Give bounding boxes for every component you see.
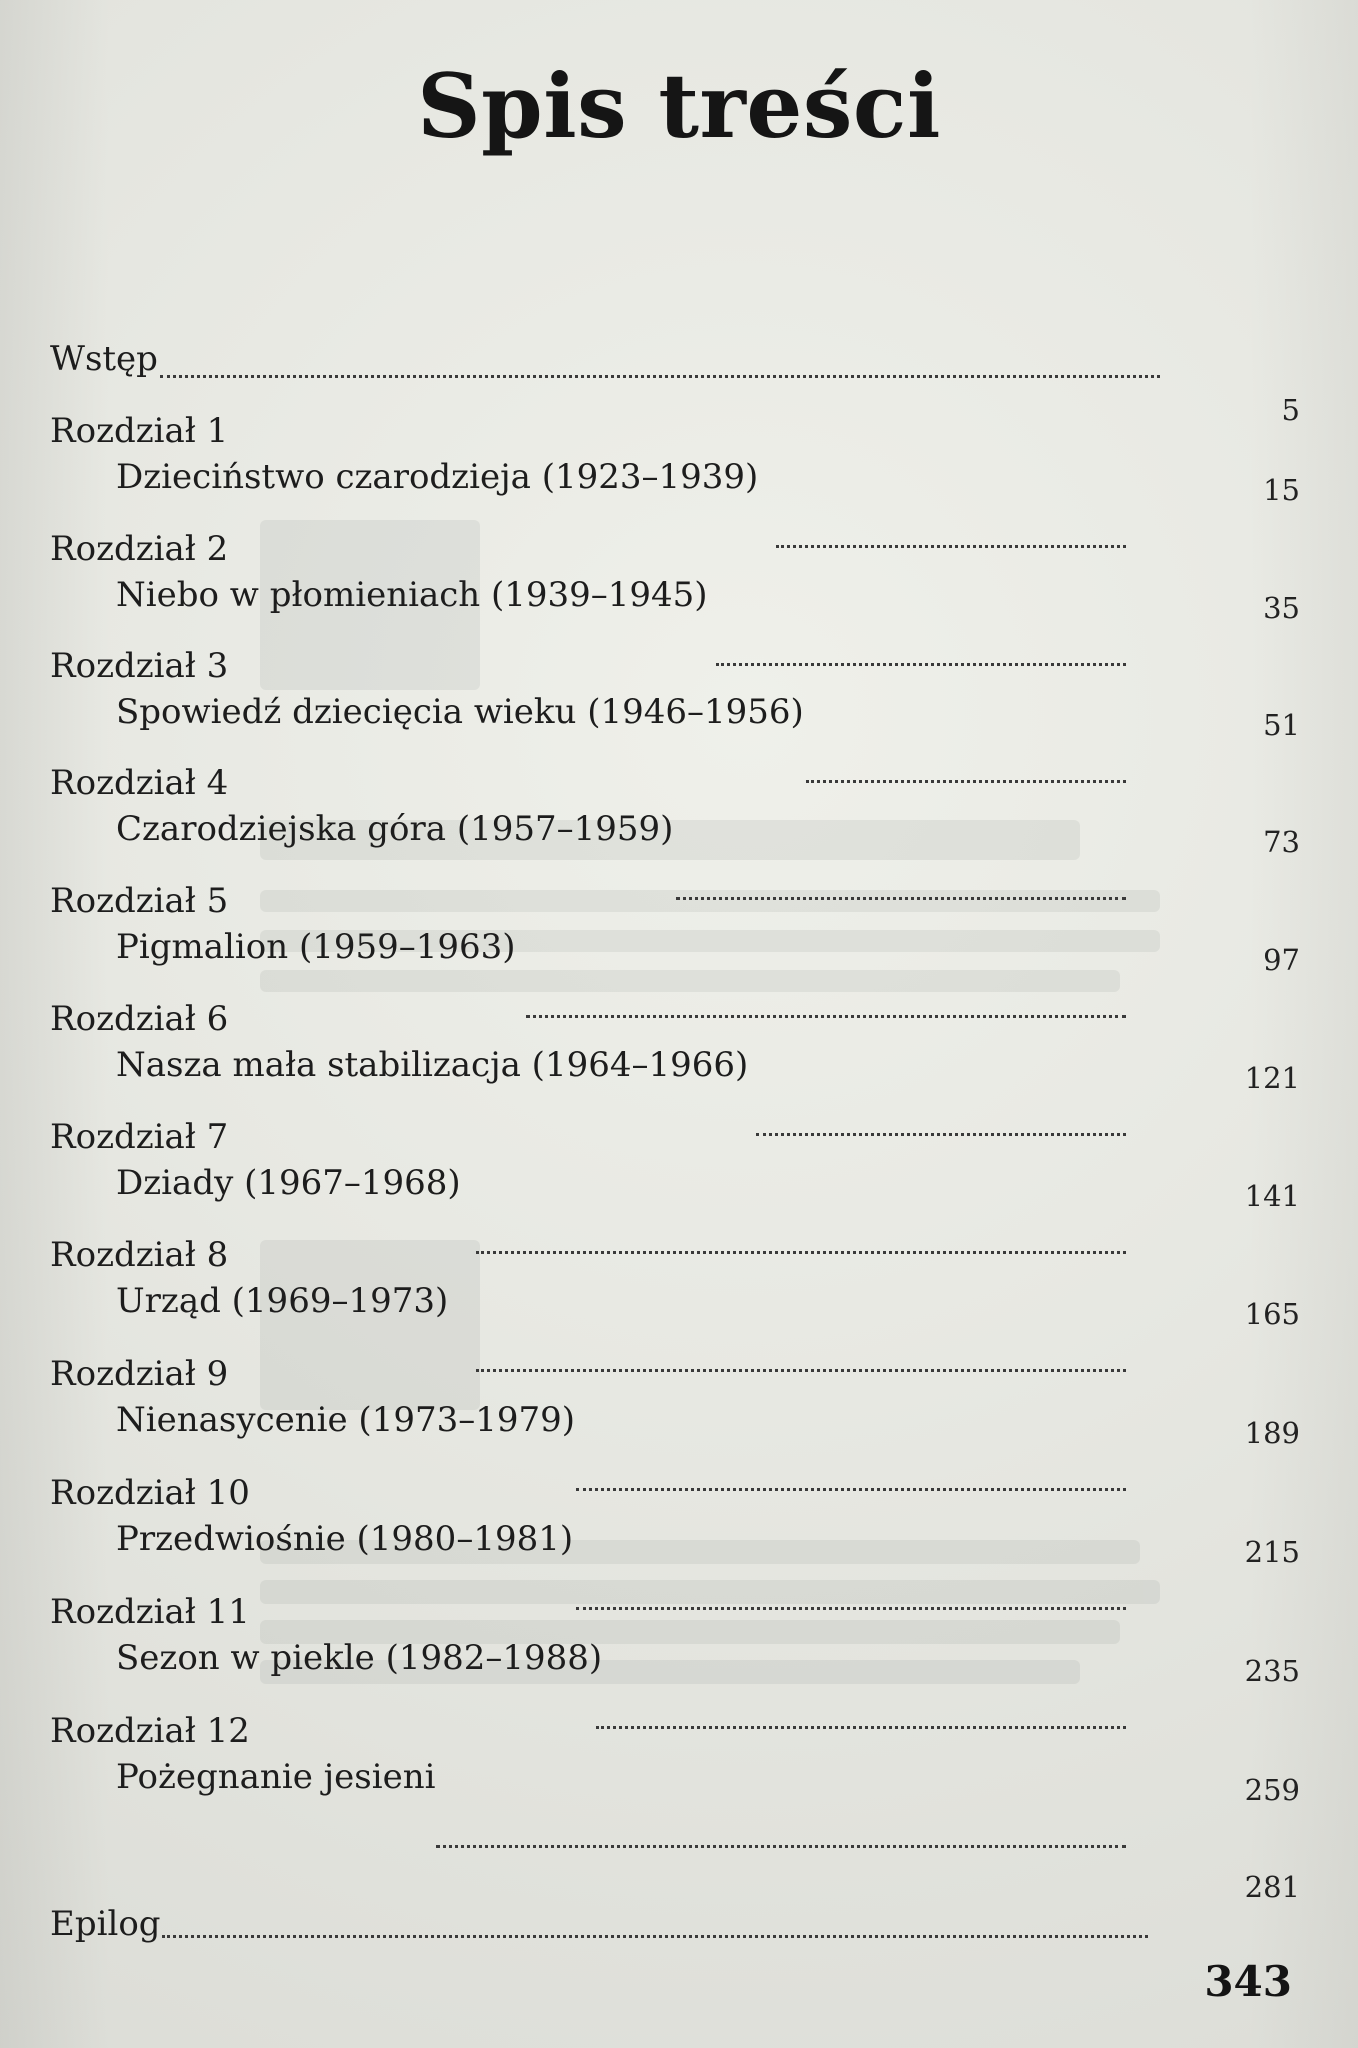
toc-entry-subtitle: Sezon w piekle (1982–1988) (116, 1638, 603, 1678)
toc-entry-epilog (50, 1870, 1300, 1977)
page-number: 343 (1204, 1957, 1292, 2006)
toc-subtitle-row (116, 457, 1156, 502)
toc-entry-subtitle: Urząd (1969–1973) (116, 1281, 449, 1321)
toc-subtitle-row (116, 1400, 1156, 1445)
dot-leader (160, 375, 1160, 378)
toc-entry-chapter-6 (50, 999, 1300, 1095)
toc-entry-label: Rozdział 4 (50, 763, 229, 803)
toc-page-number: 121 (1244, 1061, 1300, 1095)
toc-page-number: 51 (1263, 708, 1300, 742)
toc-entry-subtitle: Spowiedź dziecięcia wieku (1946–1956) (116, 692, 804, 732)
toc-entry-chapter-8 (50, 1235, 1300, 1331)
toc-entry-subtitle: Przedwiośnie (1980–1981) (116, 1519, 574, 1559)
toc-entry-chapter-12 (50, 1711, 1300, 1807)
toc-entry-subtitle: Pożegnanie jesieni (116, 1757, 436, 1797)
toc-subtitle-row (116, 1757, 1156, 1802)
toc-entry-label: Rozdział 1 (50, 411, 229, 451)
page-title: Spis treści (417, 54, 941, 158)
toc-entry-subtitle: Czarodziejska góra (1957–1959) (116, 809, 674, 849)
toc-subtitle-row (116, 1163, 1156, 1208)
toc-entry-label: Rozdział 6 (50, 999, 229, 1039)
toc-entry-label: Rozdział 11 (50, 1592, 250, 1632)
toc-subtitle-row (116, 809, 1156, 854)
toc-entry-label: Rozdział 5 (50, 881, 229, 921)
toc-entry-label: Epilog (50, 1904, 161, 1944)
toc-entry-chapter-3 (50, 646, 1300, 742)
toc-entry-subtitle: Pigmalion (1959–1963) (116, 927, 516, 967)
toc-entry-label: Rozdział 2 (50, 529, 229, 569)
dot-leader (436, 1845, 1126, 1848)
toc-entry-chapter-1 (50, 411, 1300, 507)
toc-page-number: 215 (1244, 1535, 1300, 1569)
toc-entry-chapter-10 (50, 1473, 1300, 1569)
toc-page-number: 35 (1263, 591, 1300, 625)
toc-page-number: 189 (1244, 1416, 1300, 1450)
toc-entry-label: Wstęp (50, 339, 158, 379)
toc-subtitle-row (116, 1045, 1156, 1090)
toc-entry-subtitle: Dziady (1967–1968) (116, 1163, 461, 1203)
dot-leader (162, 1935, 1148, 1938)
toc-page-number: 259 (1244, 1773, 1300, 1807)
toc-page-number: 15 (1263, 473, 1300, 507)
toc-subtitle-row (116, 575, 1156, 620)
toc-subtitle-row (116, 692, 1156, 737)
toc-page-number: 235 (1244, 1654, 1300, 1688)
toc-page-number: 141 (1244, 1179, 1300, 1213)
toc-entry-subtitle: Nienasycenie (1973–1979) (116, 1400, 576, 1440)
toc-entry-label: Rozdział 8 (50, 1235, 229, 1275)
toc-entry-label: Rozdział 9 (50, 1354, 229, 1394)
toc-entry-chapter-9 (50, 1354, 1300, 1450)
toc-entry-chapter-11 (50, 1592, 1300, 1688)
toc-entry-chapter-4 (50, 763, 1300, 859)
toc-subtitle-row (116, 927, 1156, 972)
toc-page-number: 165 (1244, 1297, 1300, 1331)
toc-subtitle-row (116, 1519, 1156, 1564)
toc-entry-subtitle: Dzieciństwo czarodzieja (1923–1939) (116, 457, 759, 497)
toc-page-number: 97 (1263, 943, 1300, 977)
toc-entry-label: Rozdział 7 (50, 1117, 229, 1157)
toc-subtitle-row (116, 1281, 1156, 1326)
toc-entry-label: Rozdział 10 (50, 1473, 250, 1513)
toc-entry-chapter-7 (50, 1117, 1300, 1213)
toc-page-number: 73 (1263, 825, 1300, 859)
toc-entry-subtitle: Nasza mała stabilizacja (1964–1966) (116, 1045, 749, 1085)
toc-entry-subtitle: Niebo w płomieniach (1939–1945) (116, 575, 708, 615)
toc-subtitle-row (116, 1638, 1156, 1683)
toc-entry-label: Rozdział 3 (50, 646, 229, 686)
toc-entry-chapter-5 (50, 881, 1300, 977)
toc-page-number: 5 (1281, 393, 1300, 427)
toc-page-number: 281 (1244, 1870, 1300, 1904)
toc-entry-chapter-2 (50, 529, 1300, 625)
toc-entry-label: Rozdział 12 (50, 1711, 250, 1751)
toc-entry-wstep (50, 339, 1300, 427)
